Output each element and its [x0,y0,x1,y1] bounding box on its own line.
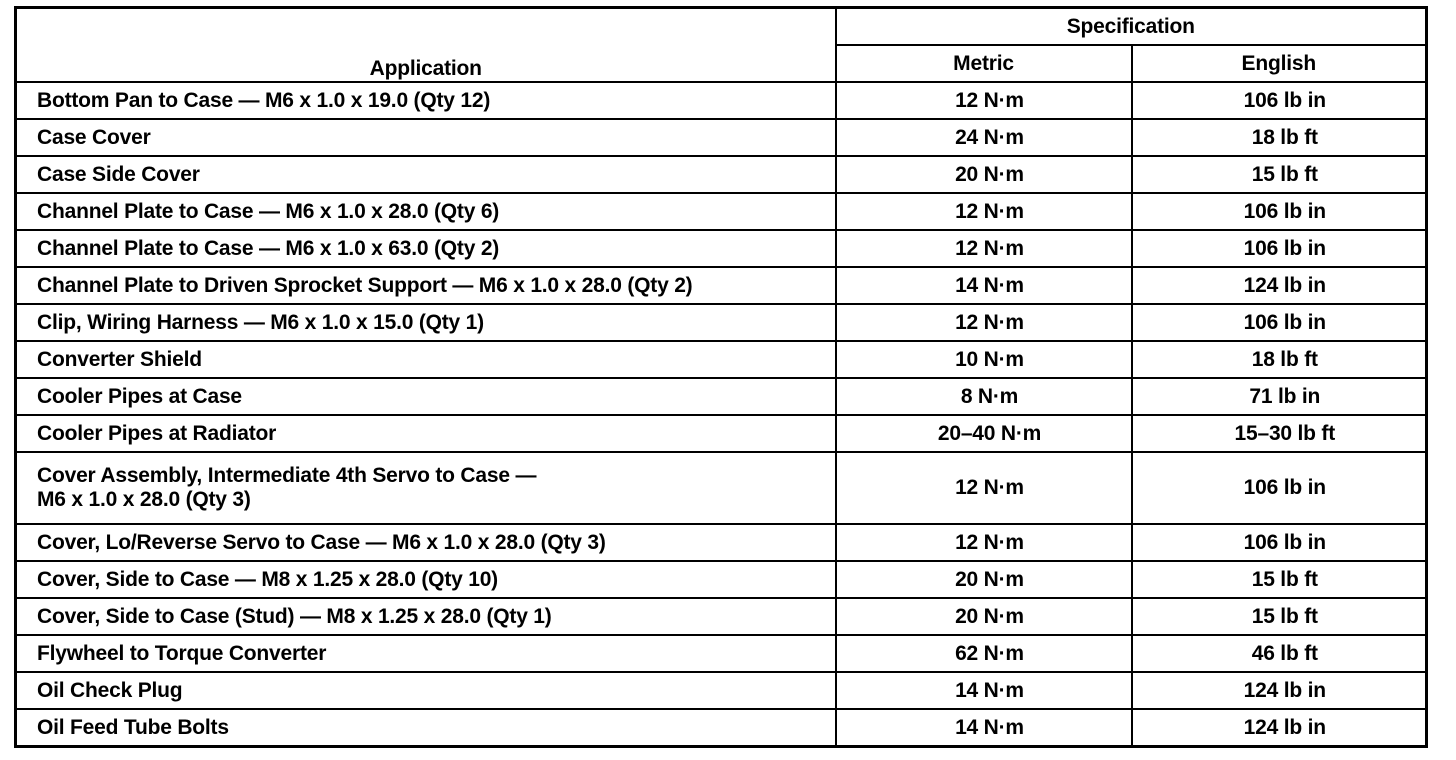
english-cell: 15 lb ft [1132,156,1427,193]
application-cell: Bottom Pan to Case — M6 x 1.0 x 19.0 (Qty 12) [16,82,836,119]
english-cell: 18 lb ft [1132,119,1427,156]
application-cell: Channel Plate to Driven Sprocket Support — M6 x 1.0 x 28.0 (Qty 2) [16,267,836,304]
application-cell: Channel Plate to Case — M6 x 1.0 x 63.0 (Qty 2) [16,230,836,267]
english-cell: 15–30 lb ft [1132,415,1427,452]
metric-cell: 62 N·m [836,635,1132,672]
application-cell: Cooler Pipes at Radiator [16,415,836,452]
application-header: Application [16,8,836,83]
application-cell: Cover, Side to Case — M8 x 1.25 x 28.0 (Qty 10) [16,561,836,598]
english-cell: 18 lb ft [1132,341,1427,378]
english-header: English [1132,45,1427,82]
english-cell: 124 lb in [1132,672,1427,709]
english-cell: 106 lb in [1132,193,1427,230]
english-cell: 106 lb in [1132,230,1427,267]
table-row [16,341,1427,378]
table-row [16,304,1427,341]
metric-cell: 20 N·m [836,598,1132,635]
table-row [16,415,1427,452]
table-row [16,193,1427,230]
english-cell: 106 lb in [1132,524,1427,561]
application-line-2: M6 x 1.0 x 28.0 (Qty 3) [37,488,251,511]
application-cell: Oil Feed Tube Bolts [16,709,836,747]
application-cell: Case Side Cover [16,156,836,193]
metric-cell: 10 N·m [836,341,1132,378]
english-cell: 106 lb in [1132,82,1427,119]
metric-cell: 12 N·m [836,304,1132,341]
metric-cell: 14 N·m [836,672,1132,709]
metric-cell: 24 N·m [836,119,1132,156]
application-cell [16,452,836,524]
application-line-1: Cover Assembly, Intermediate 4th Servo to Case — [37,464,537,487]
application-cell: Flywheel to Torque Converter [16,635,836,672]
application-cell: Cover, Lo/Reverse Servo to Case — M6 x 1.0 x 28.0 (Qty 3) [16,524,836,561]
table-row [16,156,1427,193]
application-cell: Clip, Wiring Harness — M6 x 1.0 x 15.0 (Qty 1) [16,304,836,341]
application-cell: Channel Plate to Case — M6 x 1.0 x 28.0 (Qty 6) [16,193,836,230]
metric-cell: 14 N·m [836,267,1132,304]
metric-cell: 12 N·m [836,193,1132,230]
metric-cell: 12 N·m [836,452,1132,524]
english-cell: 46 lb ft [1132,635,1427,672]
table-row [16,82,1427,119]
table-row [16,524,1427,561]
table-row [16,635,1427,672]
table-row [16,598,1427,635]
application-cell: Cover, Side to Case (Stud) — M8 x 1.25 x 28.0 (Qty 1) [16,598,836,635]
metric-cell: 12 N·m [836,82,1132,119]
metric-cell: 12 N·m [836,230,1132,267]
metric-cell: 8 N·m [836,378,1132,415]
table-row [16,709,1427,747]
application-cell: Cooler Pipes at Case [16,378,836,415]
english-cell: 124 lb in [1132,709,1427,747]
table-row [16,452,1427,524]
application-cell: Case Cover [16,119,836,156]
torque-spec-table [14,6,1428,748]
metric-cell: 20 N·m [836,561,1132,598]
application-cell: Oil Check Plug [16,672,836,709]
english-cell: 106 lb in [1132,304,1427,341]
table-header [16,8,1427,83]
english-cell: 71 lb in [1132,378,1427,415]
table-row [16,119,1427,156]
english-cell: 106 lb in [1132,452,1427,524]
table-row [16,561,1427,598]
metric-cell: 12 N·m [836,524,1132,561]
english-cell: 15 lb ft [1132,598,1427,635]
application-cell: Converter Shield [16,341,836,378]
table-row [16,378,1427,415]
table-row [16,267,1427,304]
table-body [16,82,1427,747]
english-cell: 15 lb ft [1132,561,1427,598]
metric-header: Metric [836,45,1132,82]
metric-cell: 14 N·m [836,709,1132,747]
english-cell: 124 lb in [1132,267,1427,304]
metric-cell: 20 N·m [836,156,1132,193]
table-row [16,672,1427,709]
metric-cell: 20–40 N·m [836,415,1132,452]
specification-header: Specification [836,8,1427,46]
table-row [16,230,1427,267]
header-row-1 [16,8,1427,46]
